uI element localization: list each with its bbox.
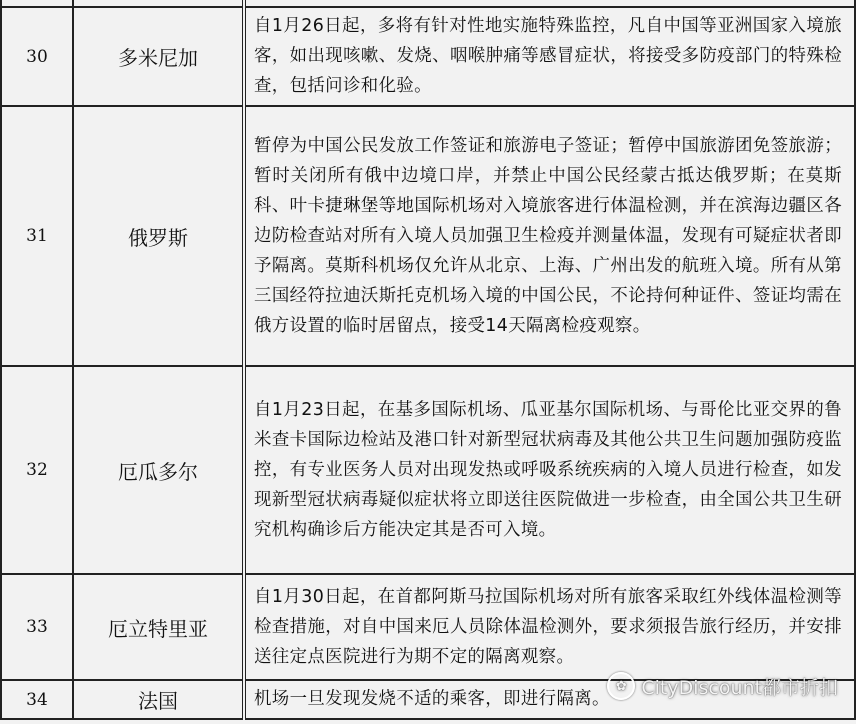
country-name: 俄罗斯 <box>73 106 244 366</box>
row-number: 31 <box>1 106 73 366</box>
watermark-text: CityDiscount都市折扣 <box>641 676 838 699</box>
measure-text: 自1月26日起，多将有针对性地实施特殊监控，凡自中国等亚洲国家入境旅客，如出现咳嗽、发烧、咽喉肿痛等感冒症状，将接受多防疫部门的特殊检查，包括问诊和化验。 <box>244 7 855 106</box>
table-row <box>1 574 855 680</box>
watermark <box>607 672 838 700</box>
table-row <box>1 7 855 106</box>
table-row-partial <box>1 0 855 7</box>
country-name: 厄瓜多尔 <box>73 366 244 574</box>
row-number: 34 <box>1 680 73 719</box>
table-row <box>1 106 855 366</box>
row-number: 32 <box>1 366 73 574</box>
measure-text: 自1月30日起，在首都阿斯马拉国际机场对所有旅客采取红外线体温检测等检查措施，对自中国来厄人员除体温检测外，要求须报告旅行经历，并安排送往定点医院进行为期不定的隔离观察。 <box>244 574 855 680</box>
measure-text: 机场一旦发现发烧不适的乘客，即进行隔离。 <box>244 680 855 719</box>
table-row <box>1 366 855 574</box>
wechat-icon: ✿ <box>607 672 635 700</box>
row-number: 30 <box>1 7 73 106</box>
country-name: 厄立特里亚 <box>73 574 244 680</box>
country-name: 多米尼加 <box>73 7 244 106</box>
country-name: 法国 <box>73 680 244 719</box>
measure-text: 自1月23日起，在基多国际机场、瓜亚基尔国际机场、与哥伦比亚交界的鲁米查卡国际边检站及港口针对新型冠状病毒及其他公共卫生问题加强防疫监控，有专业医务人员对出现发热或呼吸系统疾病的入境人员进行检查，如发现新型冠状病毒疑似症状将立即送往医院做进一步检查，由全国公共卫生研究机构确诊后方能决定其是否可入境。 <box>244 366 855 574</box>
row-number: 33 <box>1 574 73 680</box>
measure-text: 暂停为中国公民发放工作签证和旅游电子签证；暂停中国旅游团免签旅游；暂时关闭所有俄中边境口岸，并禁止中国公民经蒙古抵达俄罗斯；在莫斯科、叶卡捷琳堡等地国际机场对入境旅客进行体温检测，并在滨海边疆区各边防检查站对所有入境人员加强卫生检疫并测量体温，发现有可疑症状者即予隔离。莫斯科机场仅允许从北京、上海、广州出发的航班入境。所有从第三国经符拉迪沃斯托克机场入境的中国公民，不论持何种证件、签证均需在俄方设置的临时居留点，接受14天隔离检疫观察。 <box>244 106 855 366</box>
